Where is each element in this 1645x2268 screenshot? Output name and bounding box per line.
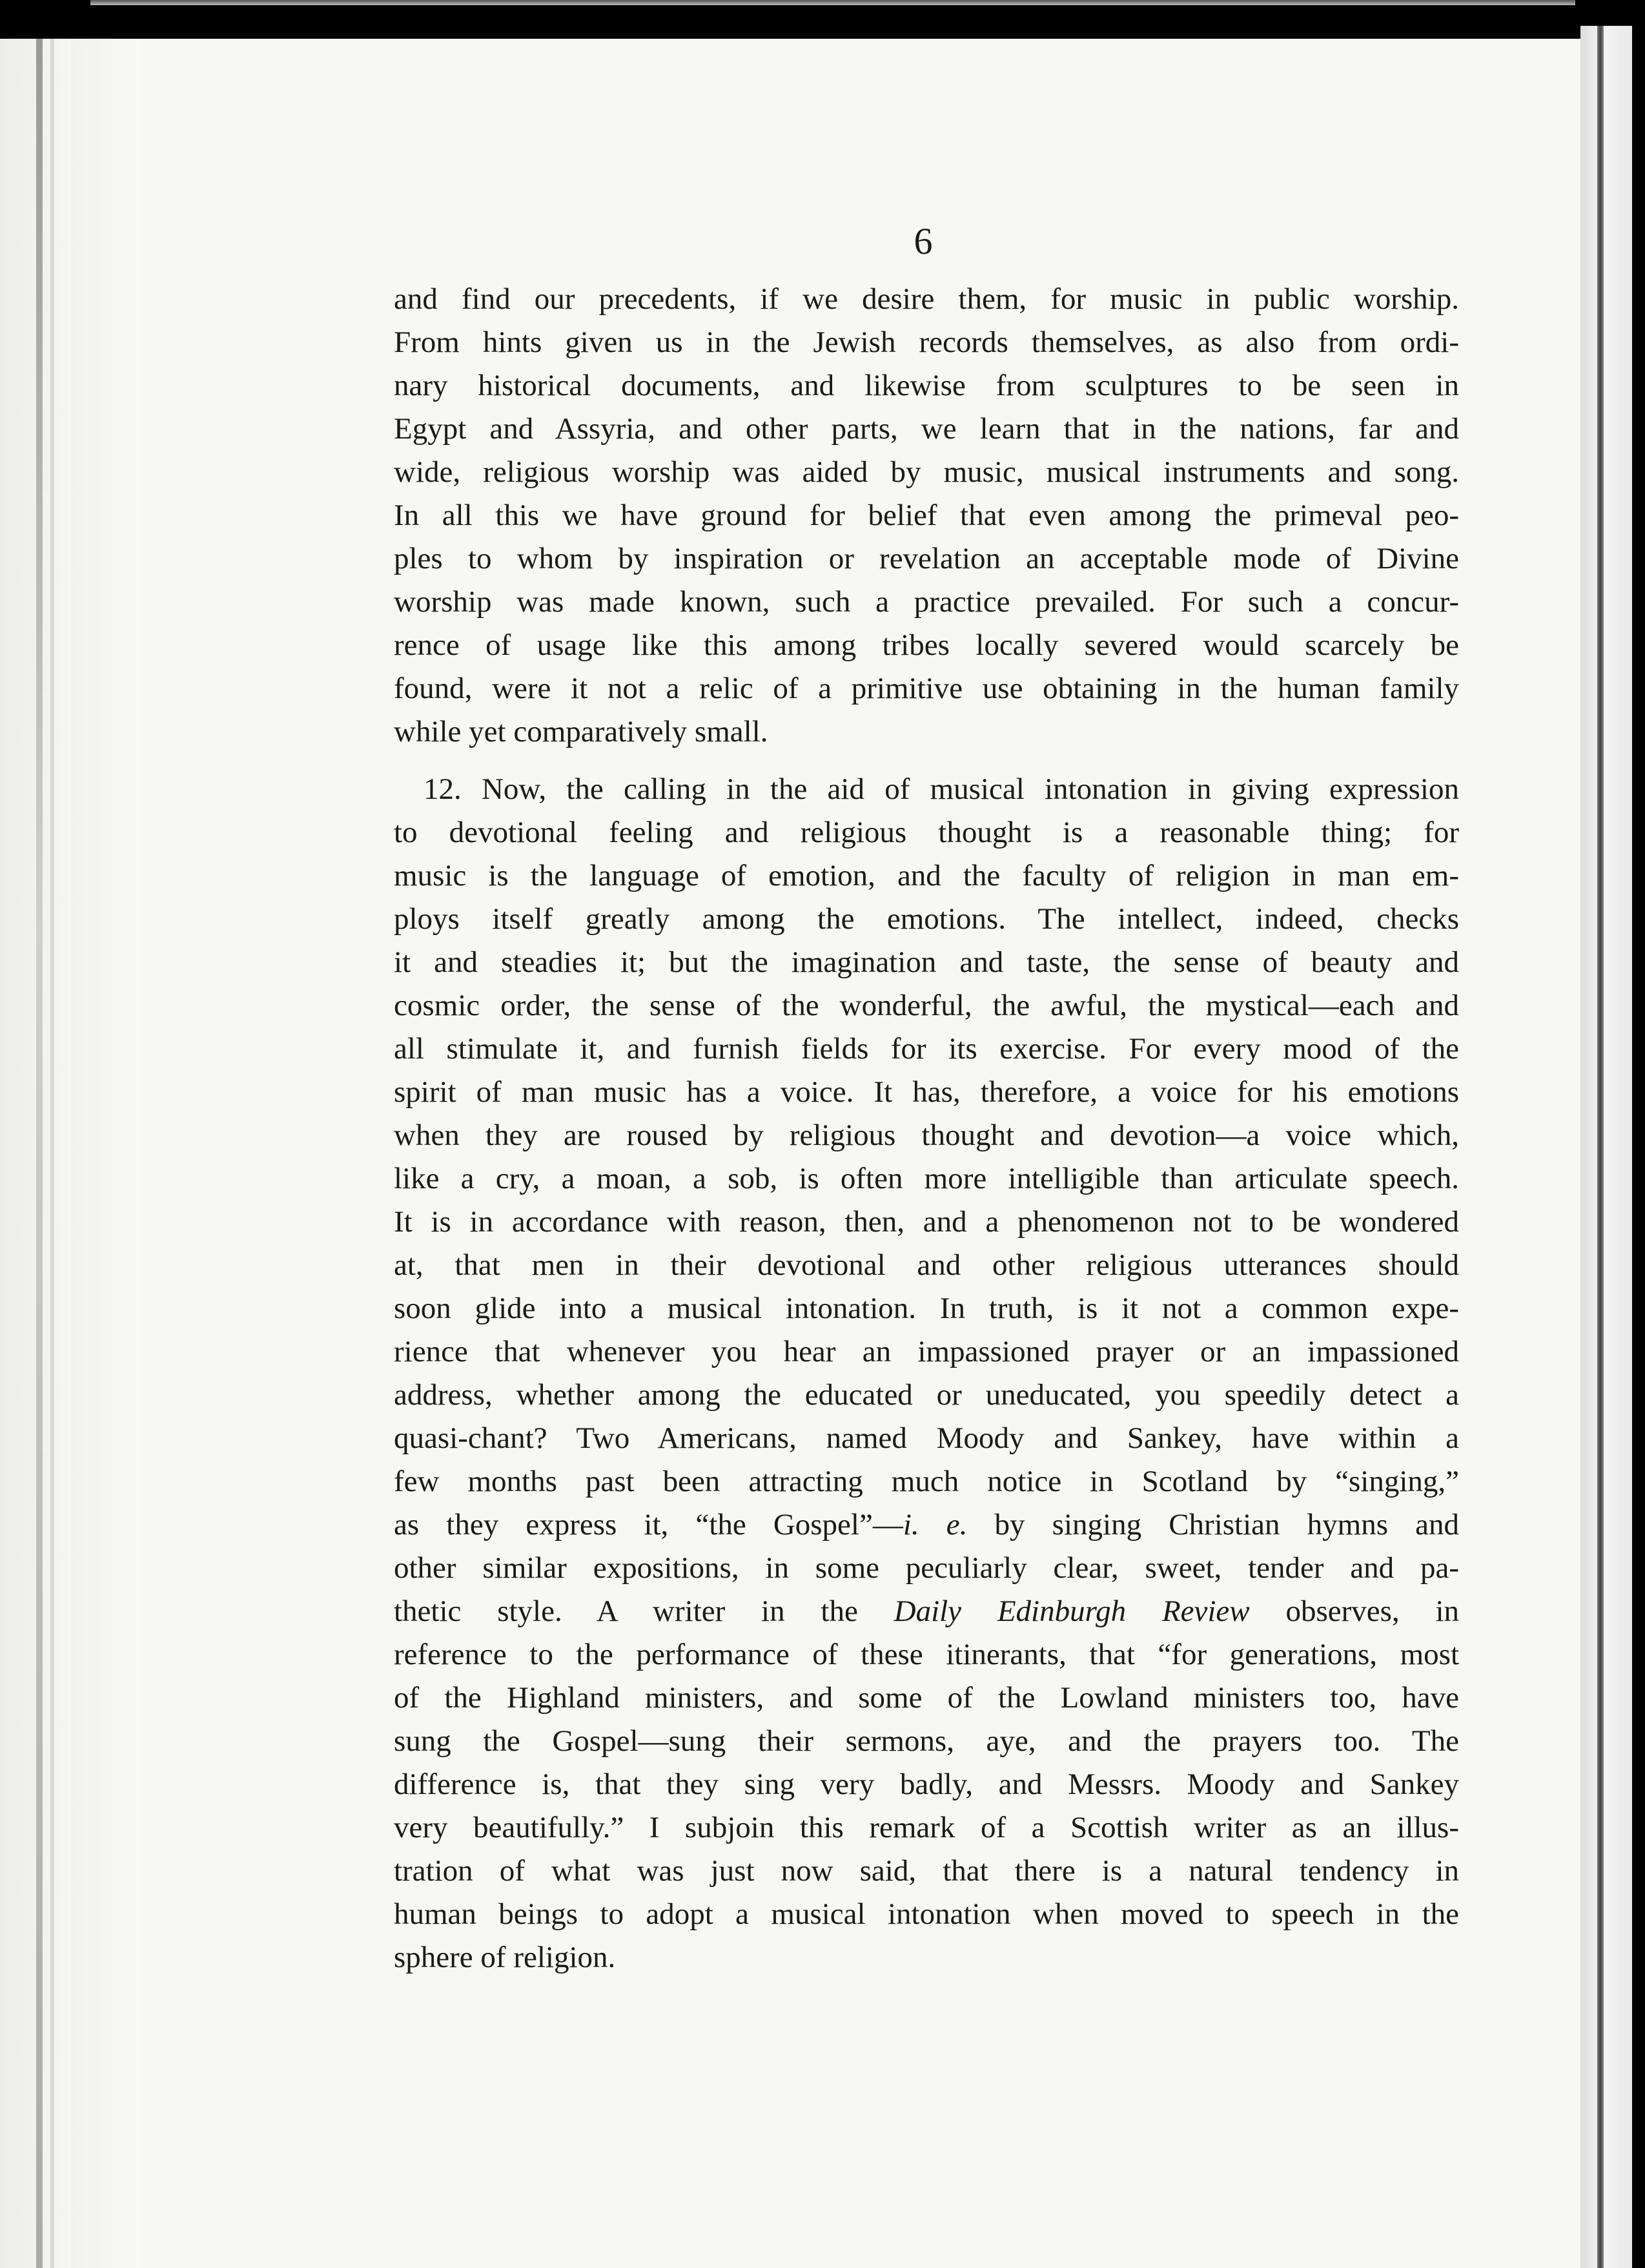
text-line: wide, religious worship was aided by music, musical instruments and song. xyxy=(394,455,1459,489)
text-line: found, were it not a relic of a primitive use obtaining in the human family xyxy=(394,672,1459,705)
italic-review-title: Daily Edinburgh Review xyxy=(894,1594,1250,1628)
paragraph-1 xyxy=(394,278,1459,754)
text-line: it and steadies it; but the imagination and taste, the sense of beauty and xyxy=(394,945,1459,979)
text-line: ples to whom by inspiration or revelation an acceptable mode of Divine xyxy=(394,542,1459,575)
line-text: thetic style. A writer in the xyxy=(394,1594,894,1628)
text-line: tration of what was just now said, that there is a natural tendency in xyxy=(394,1854,1459,1888)
text-line: nary historical documents, and likewise from sculptures to be seen in xyxy=(394,369,1459,402)
text-line: rience that whenever you hear an impassioned prayer or an impassioned xyxy=(394,1335,1459,1368)
text-line: address, whether among the educated or uneducated, you speedily detect a xyxy=(394,1378,1459,1412)
paragraph-2 xyxy=(394,768,1459,1979)
next-page-edge xyxy=(1580,26,1632,2268)
line-text: observes, in xyxy=(1249,1594,1460,1628)
text-line: sung the Gospel—sung their sermons, aye, and the prayers too. The xyxy=(394,1724,1459,1758)
text-line: It is in accordance with reason, then, and a phenomenon not to be wondered xyxy=(394,1205,1459,1239)
text-line: soon glide into a musical intonation. In truth, is it not a common expe- xyxy=(394,1292,1459,1325)
text-line: of the Highland ministers, and some of the Lowland ministers too, have xyxy=(394,1681,1459,1715)
text-line: spirit of man music has a voice. It has, therefore, a voice for his emotions xyxy=(394,1075,1459,1109)
text-line: at, that men in their devotional and other religious utterances should xyxy=(394,1248,1459,1282)
text-line: 12. Now, the calling in the aid of musical intonation in giving expression xyxy=(424,772,1459,806)
text-line: human beings to adopt a musical intonation when moved to speech in the xyxy=(394,1897,1459,1931)
line-text: by singing Christian hymns and xyxy=(967,1508,1460,1541)
text-line: Egypt and Assyria, and other parts, we learn that in the nations, far and xyxy=(394,412,1459,446)
text-line: reference to the performance of these itinerants, that “for generations, most xyxy=(394,1638,1459,1671)
text-line: few months past been attracting much notice in Scotland by “singing,” xyxy=(394,1465,1459,1498)
text-line: worship was made known, such a practice prevailed. For such a concur- xyxy=(394,585,1459,619)
text-line: while yet comparatively small. xyxy=(394,715,768,748)
text-line: In all this we have ground for belief that even among the primeval peo- xyxy=(394,499,1459,532)
text-line: when they are roused by religious thought and devotion—a voice which, xyxy=(394,1119,1459,1152)
binding-shadow xyxy=(0,39,71,2268)
text-line: other similar expositions, in some peculiarly clear, sweet, tender and pa- xyxy=(394,1551,1459,1585)
text-line: sphere of religion. xyxy=(394,1941,616,1974)
page-gutter xyxy=(71,39,142,2268)
text-line: quasi-chant? Two Americans, named Moody and Sankey, have within a xyxy=(394,1421,1459,1455)
body-text xyxy=(394,278,1459,1979)
text-line: ploys itself greatly among the emotions. The intellect, indeed, checks xyxy=(394,902,1459,936)
text-line: to devotional feeling and religious thought is a reasonable thing; for xyxy=(394,816,1459,849)
text-line: like a cry, a moan, a sob, is often more intelligible than articulate speech. xyxy=(394,1162,1459,1195)
page-number: 6 xyxy=(914,220,933,262)
text-line: cosmic order, the sense of the wonderful, the awful, the mystical—each and xyxy=(394,989,1459,1022)
text-line-with-italic xyxy=(394,1590,1459,1633)
text-line-with-italic xyxy=(394,1503,1459,1547)
text-line: rence of usage like this among tribes locally severed would scarcely be xyxy=(394,628,1459,662)
text-line: very beautifully.” I subjoin this remark of a Scottish writer as an illus- xyxy=(394,1811,1459,1844)
text-line: difference is, that they sing very badly, and Messrs. Moody and Sankey xyxy=(394,1768,1459,1801)
text-line: music is the language of emotion, and the faculty of religion in man em- xyxy=(394,859,1459,892)
text-line: From hints given us in the Jewish records themselves, as also from ordi- xyxy=(394,325,1459,359)
italic-ie: i. e. xyxy=(903,1508,968,1541)
line-text: as they express it, “the Gospel”— xyxy=(394,1508,903,1541)
text-line: and find our precedents, if we desire them, for music in public worship. xyxy=(394,282,1459,316)
text-line: all stimulate it, and furnish fields for its exercise. For every mood of the xyxy=(394,1032,1459,1066)
page-top-edge xyxy=(90,0,1575,5)
